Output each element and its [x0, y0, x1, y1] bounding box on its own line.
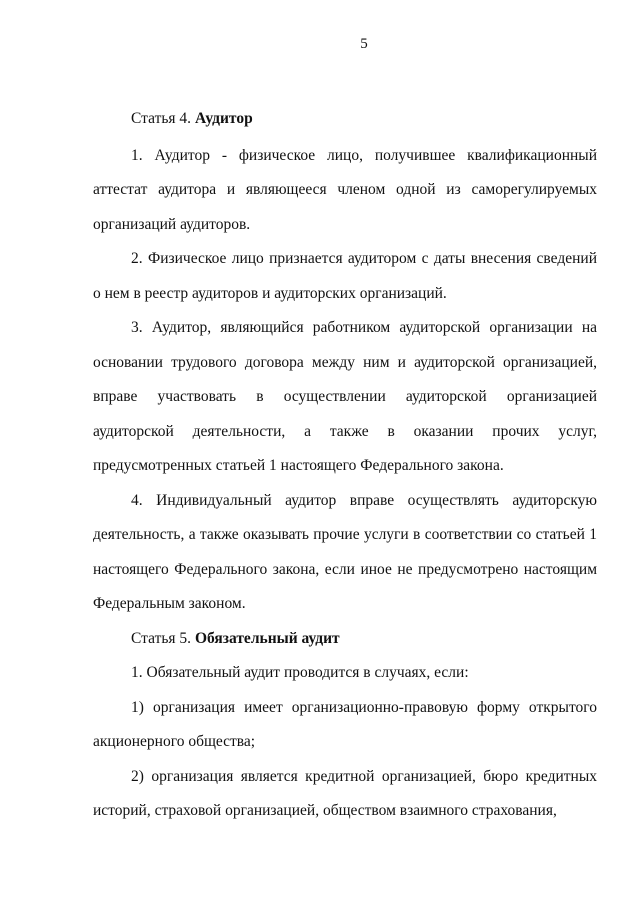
article-4-paragraph-2: 2. Физическое лицо признается аудитором с даты внесения сведений о нем в реестр аудиторов и аудиторских организаций.	[93, 250, 597, 302]
article-5-paragraph-1: 1. Обязательный аудит проводится в случаях, если:	[131, 664, 469, 681]
article-4-paragraph-4: 4. Индивидуальный аудитор вправе осуществлять аудиторскую деятельность, а также оказывать прочие услуги в соответствии со статьей 1 настоящего Федерального закона, если иное не предусмотрено настоящим Федеральным законом.	[93, 491, 597, 612]
document-body	[93, 102, 597, 829]
article-4-prefix: Статья 4.	[131, 110, 192, 127]
article-4-heading	[93, 102, 597, 137]
page-number: 5	[360, 36, 368, 52]
article-4-title: Аудитор	[194, 110, 253, 127]
article-5-title: Обязательный аудит	[194, 629, 340, 647]
article-5-item-2: 2) организация является кредитной организацией, бюро кредитных историй, страховой организацией, обществом взаимного страхования,	[93, 767, 597, 819]
article-5-prefix: Статья 5.	[131, 629, 192, 647]
article-5-item-1: 1) организация имеет организационно-правовую форму открытого акционерного общества;	[93, 698, 597, 750]
article-4-paragraph-1: 1. Аудитор - физическое лицо, получившее квалификационный аттестат аудитора и являющееся членом одной из саморегулируемых организаций аудиторов.	[93, 146, 597, 233]
article-5-heading	[93, 622, 597, 657]
article-4-paragraph-3: 3. Аудитор, являющийся работником аудиторской организации на основании трудового договора между ним и аудиторской организацией, вправе участвовать в осуществлении аудиторской организацией аудиторской деятельности, а также в оказании прочих услуг, предусмотренных статьей 1 настоящего Федерального закона.	[93, 319, 597, 474]
